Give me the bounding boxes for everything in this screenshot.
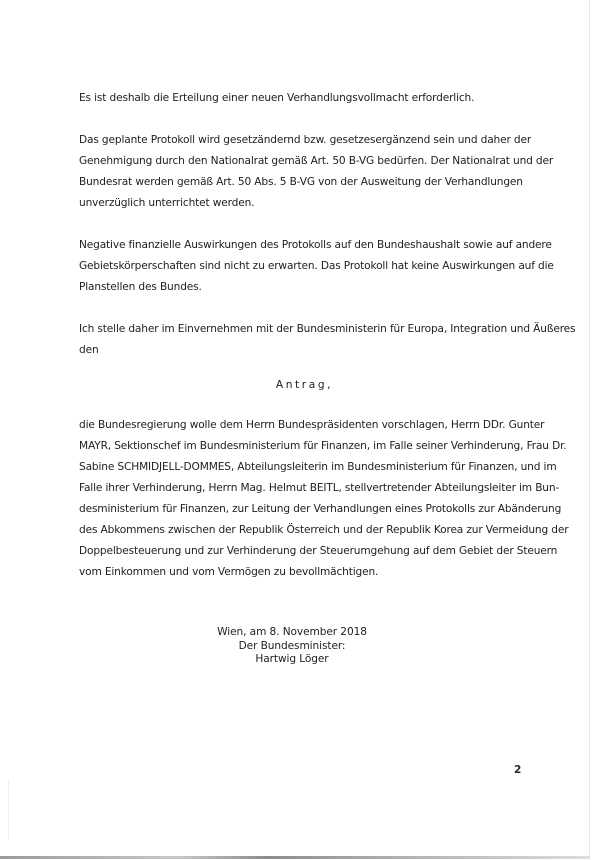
text-line: Ich stelle daher im Einvernehmen mit der Bundesministerin für Europa, Integration und Äußeres [79, 323, 576, 335]
text-line: Falle ihrer Verhinderung, Herrn Mag. Helmut BEITL, stellvertretender Abteilungsleiter im Bun- [79, 482, 560, 494]
text-line: Planstellen des Bundes. [79, 281, 202, 293]
paragraph-financial-impact [79, 235, 554, 298]
text-line: Genehmigung durch den Nationalrat gemäß Art. 50 B-VG bedürfen. Der Nationalrat und der [79, 155, 554, 167]
page-number: 2 [514, 764, 522, 776]
signature-role: Der Bundesminister: [238, 639, 346, 652]
text-line: Es ist deshalb die Erteilung einer neuen Verhandlungsvollmacht erforderlich. [79, 92, 475, 104]
body-text-top [79, 88, 576, 382]
text-line: Doppelbesteuerung und zur Verhinderung der Steuerumgehung auf dem Gebiet der Steuern [79, 545, 558, 557]
text-line: desministerium für Finanzen, zur Leitung der Verhandlungen eines Protokolls zur Abänderung [79, 503, 562, 515]
paragraph-agreement [79, 319, 576, 361]
text-line: vom Einkommen und vom Vermögen zu bevollmächtigen. [79, 566, 379, 578]
text-line: den [79, 344, 99, 356]
paragraph-authorization-required [79, 88, 549, 109]
scan-edge-bottom [0, 856, 590, 859]
text-line: unverzüglich unterrichtet werden. [79, 197, 255, 209]
motion-heading: Antrag, [275, 379, 334, 391]
scan-artifact-left [8, 780, 9, 840]
signature-name: Hartwig Löger [255, 653, 329, 666]
motion-text [79, 415, 569, 583]
text-line: Bundesrat werden gemäß Art. 50 Abs. 5 B-VG von der Ausweitung der Verhandlungen [79, 176, 523, 188]
text-line: des Abkommens zwischen der Republik Österreich und der Republik Korea zur Vermeidung der [79, 524, 569, 536]
signature-place-date: Wien, am 8. November 2018 [217, 626, 367, 638]
text-line: Negative finanzielle Auswirkungen des Protokolls auf den Bundeshaushalt sowie auf andere [79, 239, 552, 251]
signature-block [192, 626, 392, 667]
text-line: Sabine SCHMIDJELL-DOMMES, Abteilungsleiterin im Bundesministerium für Finanzen, und im [79, 461, 557, 473]
text-line: Das geplante Protokoll wird gesetzändernd bzw. gesetzesergänzend sein und daher der [79, 134, 532, 146]
text-line: die Bundesregierung wolle dem Herrn Bundespräsidenten vorschlagen, Herrn DDr. Gunter [79, 419, 545, 431]
text-line: Gebietskörperschaften sind nicht zu erwarten. Das Protokoll hat keine Auswirkungen auf die [79, 260, 554, 272]
scan-edge-right [589, 0, 590, 858]
paragraph-parliament-approval [79, 130, 554, 214]
text-line: MAYR, Sektionschef im Bundesministerium für Finanzen, im Falle seiner Verhinderung, Frau Dr. [79, 440, 567, 452]
